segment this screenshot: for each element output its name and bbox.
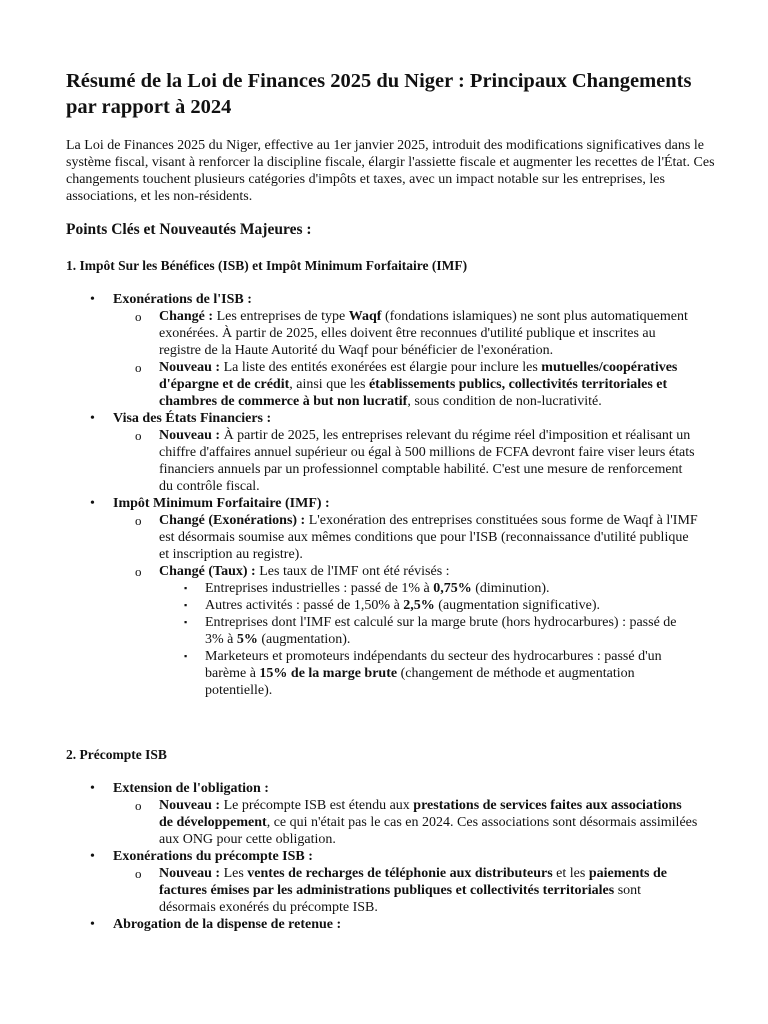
section-2-list bbox=[90, 780, 713, 933]
bullet-icon: • bbox=[90, 411, 95, 426]
text-segment: Le précompte ISB est étendu aux bbox=[220, 798, 414, 813]
bold-text: ventes de recharges de téléphonie aux distributeurs bbox=[247, 866, 553, 881]
text-segment: Les entreprises de type bbox=[213, 309, 349, 324]
sub-list-item bbox=[135, 359, 699, 410]
bold-text: prestations de services faites aux associations de développement bbox=[159, 798, 682, 830]
bold-text: paiements de factures émises par les administrations publiques et collectivités territoriales bbox=[159, 866, 667, 898]
section-2-heading: 2. Précompte ISB bbox=[66, 747, 167, 762]
bold-text: mutuelles/coopératives d'épargne et de crédit bbox=[159, 360, 678, 392]
sub-sub-list-item bbox=[184, 614, 685, 648]
text-segment: (augmentation). bbox=[257, 632, 351, 647]
text-segment: Entreprises industrielles : passé de 1% à bbox=[205, 581, 434, 596]
list-item bbox=[90, 495, 713, 699]
sub-list-item bbox=[135, 797, 699, 848]
bullet-icon: • bbox=[90, 292, 95, 307]
bold-text: 2,5% bbox=[403, 598, 435, 613]
text-segment: Marketeurs et promoteurs indépendants du secteur des hydrocarbures : passé d'un barème à bbox=[205, 649, 662, 681]
text-segment: (changement de méthode et augmentation potentielle). bbox=[205, 666, 635, 698]
list-item-title: Exonérations de l'ISB : bbox=[113, 292, 252, 307]
list-item bbox=[90, 291, 713, 410]
square-bullet-icon: ▪ bbox=[184, 651, 188, 661]
sub-list-item bbox=[135, 865, 699, 916]
text-segment: Les taux de l'IMF ont été révisés : bbox=[255, 564, 450, 579]
circle-bullet-icon: o bbox=[135, 309, 142, 324]
bold-text: Waqf bbox=[348, 309, 382, 324]
text-segment: (diminution). bbox=[471, 581, 550, 596]
sub-sub-list-item bbox=[184, 597, 685, 614]
circle-bullet-icon: o bbox=[135, 428, 142, 443]
list-item-title: Exonérations du précompte ISB : bbox=[113, 849, 313, 864]
list-item-title: Visa des États Financiers : bbox=[113, 411, 272, 426]
text-segment: La liste des entités exonérées est élargie pour inclure les bbox=[220, 360, 542, 375]
text-segment: et les bbox=[552, 866, 589, 881]
circle-bullet-icon: o bbox=[135, 360, 142, 375]
bold-text: Nouveau : bbox=[159, 428, 221, 443]
text-segment: , sous condition de non-lucrativité. bbox=[407, 394, 602, 409]
square-bullet-icon: ▪ bbox=[184, 617, 188, 627]
bold-text: 0,75% bbox=[433, 581, 472, 596]
list-item-title: Abrogation de la dispense de retenue : bbox=[113, 917, 342, 932]
bold-text: Changé (Taux) : bbox=[159, 564, 256, 579]
bold-text: 5% bbox=[236, 632, 258, 647]
text-segment: L'exonération des entreprises constituées sous forme de Waqf à l'IMF est désormais soumise aux mêmes conditions que pour l'ISB (reconnaissance d'utilité publique et inscription au registre). bbox=[159, 513, 698, 562]
document-title: Résumé de la Loi de Finances 2025 du Niger : Principaux Changements par rapport à 2024 bbox=[66, 70, 692, 118]
bullet-icon: • bbox=[90, 917, 95, 932]
text-segment: , ainsi que les bbox=[289, 377, 369, 392]
bold-text: Changé : bbox=[159, 309, 214, 324]
sub-list bbox=[135, 427, 699, 495]
sub-list-item bbox=[135, 308, 699, 359]
sub-sub-list bbox=[184, 580, 685, 699]
circle-bullet-icon: o bbox=[135, 513, 142, 528]
list-item bbox=[90, 848, 713, 916]
sub-list bbox=[135, 308, 699, 410]
section-1-list bbox=[90, 291, 713, 699]
text-segment: , ce qui n'était pas le cas en 2024. Ces associations sont désormais assimilées aux ONG pour cette obligation. bbox=[159, 815, 698, 847]
text-segment: Les bbox=[220, 866, 248, 881]
text-segment: À partir de 2025, les entreprises relevant du régime réel d'imposition et réalisant un chiffre d'affaires annuel supérieur ou égal à 500 millions de FCFA devront faire viser leurs états financiers annuels par un professionnel comptable habilité. C'est une mesure de renforcement du contrôle fiscal. bbox=[159, 428, 695, 494]
sub-list bbox=[135, 865, 699, 916]
sub-list bbox=[135, 512, 699, 699]
bold-text: 15% de la marge brute bbox=[259, 666, 398, 681]
bullet-icon: • bbox=[90, 496, 95, 511]
circle-bullet-icon: o bbox=[135, 798, 142, 813]
square-bullet-icon: ▪ bbox=[184, 583, 188, 593]
list-item-title: Extension de l'obligation : bbox=[113, 781, 269, 796]
list-item bbox=[90, 780, 713, 848]
sub-sub-list-item bbox=[184, 580, 685, 597]
section-1-heading: 1. Impôt Sur les Bénéfices (ISB) et Impôt Minimum Forfaitaire (IMF) bbox=[66, 258, 468, 273]
sub-list-item bbox=[135, 563, 699, 699]
intro-paragraph: La Loi de Finances 2025 du Niger, effective au 1er janvier 2025, introduit des modifications significatives dans le système fiscal, visant à renforcer la discipline fiscale, élargir l'assiette fiscale et augmenter les recettes de l'État. Ces changements touchent plusieurs catégories d'impôts et taxes, avec un impact notable sur les entreprises, les associations, et les non-résidents. bbox=[66, 138, 715, 204]
text-segment: (fondations islamiques) ne sont plus automatiquement exonérées. À partir de 2025, elles doivent être reconnues d'utilité publique et inscrites au registre de la Haute Autorité du Waqf pour bénéficier de l'exonération. bbox=[159, 309, 688, 358]
bullet-icon: • bbox=[90, 849, 95, 864]
sub-list-item bbox=[135, 427, 699, 495]
bold-text: Nouveau : bbox=[159, 360, 221, 375]
circle-bullet-icon: o bbox=[135, 564, 142, 579]
sub-list-item bbox=[135, 512, 699, 563]
bold-text: Nouveau : bbox=[159, 798, 221, 813]
circle-bullet-icon: o bbox=[135, 866, 142, 881]
sub-list bbox=[135, 797, 699, 848]
points-heading: Points Clés et Nouveautés Majeures : bbox=[66, 221, 312, 238]
bold-text: Changé (Exonérations) : bbox=[159, 513, 306, 528]
text-segment: Autres activités : passé de 1,50% à bbox=[205, 598, 404, 613]
text-segment: (augmentation significative). bbox=[434, 598, 601, 613]
list-item bbox=[90, 916, 713, 933]
list-item-title: Impôt Minimum Forfaitaire (IMF) : bbox=[113, 496, 330, 511]
list-item bbox=[90, 410, 713, 495]
sub-sub-list-item bbox=[184, 648, 685, 699]
bold-text: Nouveau : bbox=[159, 866, 221, 881]
bullet-icon: • bbox=[90, 781, 95, 796]
text-segment: sont désormais exonérés du précompte ISB. bbox=[159, 883, 642, 915]
square-bullet-icon: ▪ bbox=[184, 600, 188, 610]
text-segment: Entreprises dont l'IMF est calculé sur la marge brute (hors hydrocarbures) : passé de 3% à bbox=[205, 615, 677, 647]
bold-text: établissements publics, collectivités territoriales et chambres de commerce à but non lucratif bbox=[159, 377, 668, 409]
